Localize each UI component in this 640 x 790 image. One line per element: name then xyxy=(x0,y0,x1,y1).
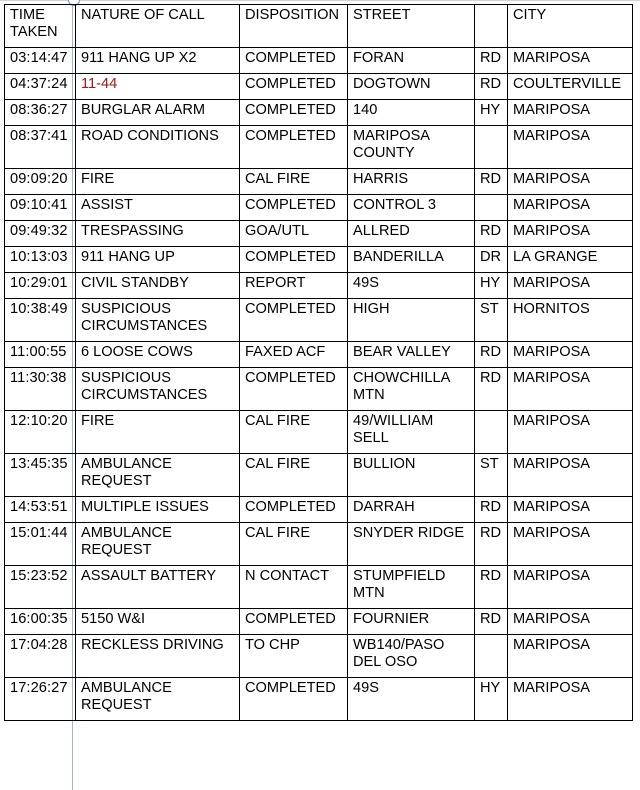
header-street: STREET xyxy=(348,5,475,48)
cell-street: BULLION xyxy=(348,454,475,497)
cell-disposition: REPORT xyxy=(240,273,348,299)
cell-disposition: COMPLETED xyxy=(240,247,348,273)
table-row xyxy=(5,635,633,678)
cell-disposition: COMPLETED xyxy=(240,609,348,635)
cell-time-taken: 09:49:32 xyxy=(5,221,76,247)
table-row xyxy=(5,273,633,299)
cell-disposition: COMPLETED xyxy=(240,368,348,411)
cell-street-suffix xyxy=(475,411,508,454)
cell-time-taken: 13:45:35 xyxy=(5,454,76,497)
cell-nature-of-call: MULTIPLE ISSUES xyxy=(76,497,240,523)
cell-time-taken: 08:37:41 xyxy=(5,126,76,169)
cell-nature-of-call: SUSPICIOUS CIRCUMSTANCES xyxy=(76,368,240,411)
table-row xyxy=(5,221,633,247)
cell-disposition: COMPLETED xyxy=(240,74,348,100)
cell-disposition: COMPLETED xyxy=(240,299,348,342)
cell-time-taken: 17:04:28 xyxy=(5,635,76,678)
cell-nature-of-call: 11-44 xyxy=(76,74,240,100)
cell-disposition: CAL FIRE xyxy=(240,454,348,497)
cell-nature-of-call: RECKLESS DRIVING xyxy=(76,635,240,678)
cell-nature-of-call: FIRE xyxy=(76,411,240,454)
cell-city: LA GRANGE xyxy=(508,247,633,273)
cell-nature-of-call: BURGLAR ALARM xyxy=(76,100,240,126)
table-row xyxy=(5,678,633,721)
cell-street: DOGTOWN xyxy=(348,74,475,100)
cell-disposition: COMPLETED xyxy=(240,497,348,523)
cell-time-taken: 03:14:47 xyxy=(5,48,76,74)
table-body xyxy=(5,48,633,721)
cell-time-taken: 10:29:01 xyxy=(5,273,76,299)
cell-time-taken: 14:53:51 xyxy=(5,497,76,523)
cell-city: MARIPOSA xyxy=(508,497,633,523)
cell-city: MARIPOSA xyxy=(508,48,633,74)
cell-nature-of-call: 911 HANG UP X2 xyxy=(76,48,240,74)
cell-nature-of-call: AMBULANCE REQUEST xyxy=(76,523,240,566)
table-row xyxy=(5,247,633,273)
cell-street-suffix: RD xyxy=(475,342,508,368)
cell-disposition: CAL FIRE xyxy=(240,169,348,195)
cell-time-taken: 11:30:38 xyxy=(5,368,76,411)
cell-street: CHOWCHILLA MTN xyxy=(348,368,475,411)
cell-time-taken: 17:26:27 xyxy=(5,678,76,721)
cell-street-suffix: HY xyxy=(475,100,508,126)
cell-street-suffix: RD xyxy=(475,74,508,100)
cell-time-taken: 08:36:27 xyxy=(5,100,76,126)
table-row xyxy=(5,74,633,100)
cell-street-suffix: HY xyxy=(475,273,508,299)
cell-city: MARIPOSA xyxy=(508,126,633,169)
cell-city: MARIPOSA xyxy=(508,169,633,195)
cell-street-suffix: RD xyxy=(475,169,508,195)
cell-disposition: TO CHP xyxy=(240,635,348,678)
table-row xyxy=(5,566,633,609)
cell-nature-of-call: SUSPICIOUS CIRCUMSTANCES xyxy=(76,299,240,342)
cell-nature-of-call: AMBULANCE REQUEST xyxy=(76,454,240,497)
cell-street-suffix: RD xyxy=(475,497,508,523)
cell-street-suffix: RD xyxy=(475,48,508,74)
table-row xyxy=(5,100,633,126)
cell-disposition: COMPLETED xyxy=(240,48,348,74)
cell-street: ALLRED xyxy=(348,221,475,247)
cell-disposition: CAL FIRE xyxy=(240,411,348,454)
cell-street-suffix: ST xyxy=(475,299,508,342)
cell-time-taken: 15:23:52 xyxy=(5,566,76,609)
cell-city: MARIPOSA xyxy=(508,523,633,566)
cell-street: CONTROL 3 xyxy=(348,195,475,221)
header-street-suffix xyxy=(475,5,508,48)
cell-street: FOURNIER xyxy=(348,609,475,635)
cell-street-suffix xyxy=(475,126,508,169)
table-row xyxy=(5,126,633,169)
cell-street: BANDERILLA xyxy=(348,247,475,273)
table-row xyxy=(5,195,633,221)
cell-street-suffix xyxy=(475,635,508,678)
cell-street-suffix: RD xyxy=(475,523,508,566)
cell-city: MARIPOSA xyxy=(508,454,633,497)
cell-nature-of-call: ASSIST xyxy=(76,195,240,221)
cell-nature-of-call: CIVIL STANDBY xyxy=(76,273,240,299)
cell-disposition: CAL FIRE xyxy=(240,523,348,566)
cell-disposition: COMPLETED xyxy=(240,195,348,221)
cell-city: HORNITOS xyxy=(508,299,633,342)
cell-street: 49S xyxy=(348,678,475,721)
header-city: CITY xyxy=(508,5,633,48)
cell-street: HARRIS xyxy=(348,169,475,195)
table-row xyxy=(5,411,633,454)
cell-time-taken: 11:00:55 xyxy=(5,342,76,368)
cell-street-suffix: ST xyxy=(475,454,508,497)
cell-city: MARIPOSA xyxy=(508,273,633,299)
cell-disposition: COMPLETED xyxy=(240,100,348,126)
cell-city: MARIPOSA xyxy=(508,411,633,454)
cell-time-taken: 16:00:35 xyxy=(5,609,76,635)
cell-city: MARIPOSA xyxy=(508,566,633,609)
cell-nature-of-call: TRESPASSING xyxy=(76,221,240,247)
cell-disposition: COMPLETED xyxy=(240,678,348,721)
table-row xyxy=(5,299,633,342)
cell-street-suffix: HY xyxy=(475,678,508,721)
table-header-row xyxy=(5,5,633,48)
cell-time-taken: 12:10:20 xyxy=(5,411,76,454)
cell-city: MARIPOSA xyxy=(508,100,633,126)
call-log-table xyxy=(4,4,633,721)
cell-nature-of-call: AMBULANCE REQUEST xyxy=(76,678,240,721)
cell-time-taken: 04:37:24 xyxy=(5,74,76,100)
cell-city: COULTERVILLE xyxy=(508,74,633,100)
cell-nature-of-call: 5150 W&I xyxy=(76,609,240,635)
cell-street-suffix xyxy=(475,195,508,221)
cell-street: DARRAH xyxy=(348,497,475,523)
cell-nature-of-call: FIRE xyxy=(76,169,240,195)
cell-time-taken: 10:13:03 xyxy=(5,247,76,273)
cell-street: MARIPOSA COUNTY xyxy=(348,126,475,169)
cell-street-suffix: DR xyxy=(475,247,508,273)
table-row xyxy=(5,609,633,635)
cell-time-taken: 09:09:20 xyxy=(5,169,76,195)
cell-street: WB140/PASO DEL OSO xyxy=(348,635,475,678)
cell-street-suffix: RD xyxy=(475,221,508,247)
table-row xyxy=(5,454,633,497)
cell-city: MARIPOSA xyxy=(508,342,633,368)
cell-disposition: N CONTACT xyxy=(240,566,348,609)
cell-disposition: FAXED ACF xyxy=(240,342,348,368)
cell-city: MARIPOSA xyxy=(508,678,633,721)
table-row xyxy=(5,342,633,368)
table-row xyxy=(5,169,633,195)
header-disposition: DISPOSITION xyxy=(240,5,348,48)
cell-nature-of-call: ROAD CONDITIONS xyxy=(76,126,240,169)
cell-street: 140 xyxy=(348,100,475,126)
cell-city: MARIPOSA xyxy=(508,221,633,247)
cell-street: HIGH xyxy=(348,299,475,342)
cell-nature-of-call: 6 LOOSE COWS xyxy=(76,342,240,368)
cell-city: MARIPOSA xyxy=(508,635,633,678)
header-time-taken: TIME TAKEN xyxy=(5,5,76,48)
table-row xyxy=(5,368,633,411)
cell-time-taken: 10:38:49 xyxy=(5,299,76,342)
cell-disposition: COMPLETED xyxy=(240,126,348,169)
table-row xyxy=(5,523,633,566)
cell-street-suffix: RD xyxy=(475,566,508,609)
cell-nature-of-call: ASSAULT BATTERY xyxy=(76,566,240,609)
cell-street: BEAR VALLEY xyxy=(348,342,475,368)
table-row xyxy=(5,48,633,74)
cell-city: MARIPOSA xyxy=(508,368,633,411)
cell-nature-of-call: 911 HANG UP xyxy=(76,247,240,273)
cell-street: 49/WILLIAM SELL xyxy=(348,411,475,454)
cell-time-taken: 15:01:44 xyxy=(5,523,76,566)
cell-disposition: GOA/UTL xyxy=(240,221,348,247)
cell-street-suffix: RD xyxy=(475,609,508,635)
cell-street: FORAN xyxy=(348,48,475,74)
cell-street: 49S xyxy=(348,273,475,299)
cell-street-suffix: RD xyxy=(475,368,508,411)
cell-street: SNYDER RIDGE xyxy=(348,523,475,566)
cell-time-taken: 09:10:41 xyxy=(5,195,76,221)
table-row xyxy=(5,497,633,523)
cell-city: MARIPOSA xyxy=(508,195,633,221)
header-nature-of-call: NATURE OF CALL xyxy=(76,5,240,48)
cell-street: STUMPFIELD MTN xyxy=(348,566,475,609)
cell-city: MARIPOSA xyxy=(508,609,633,635)
